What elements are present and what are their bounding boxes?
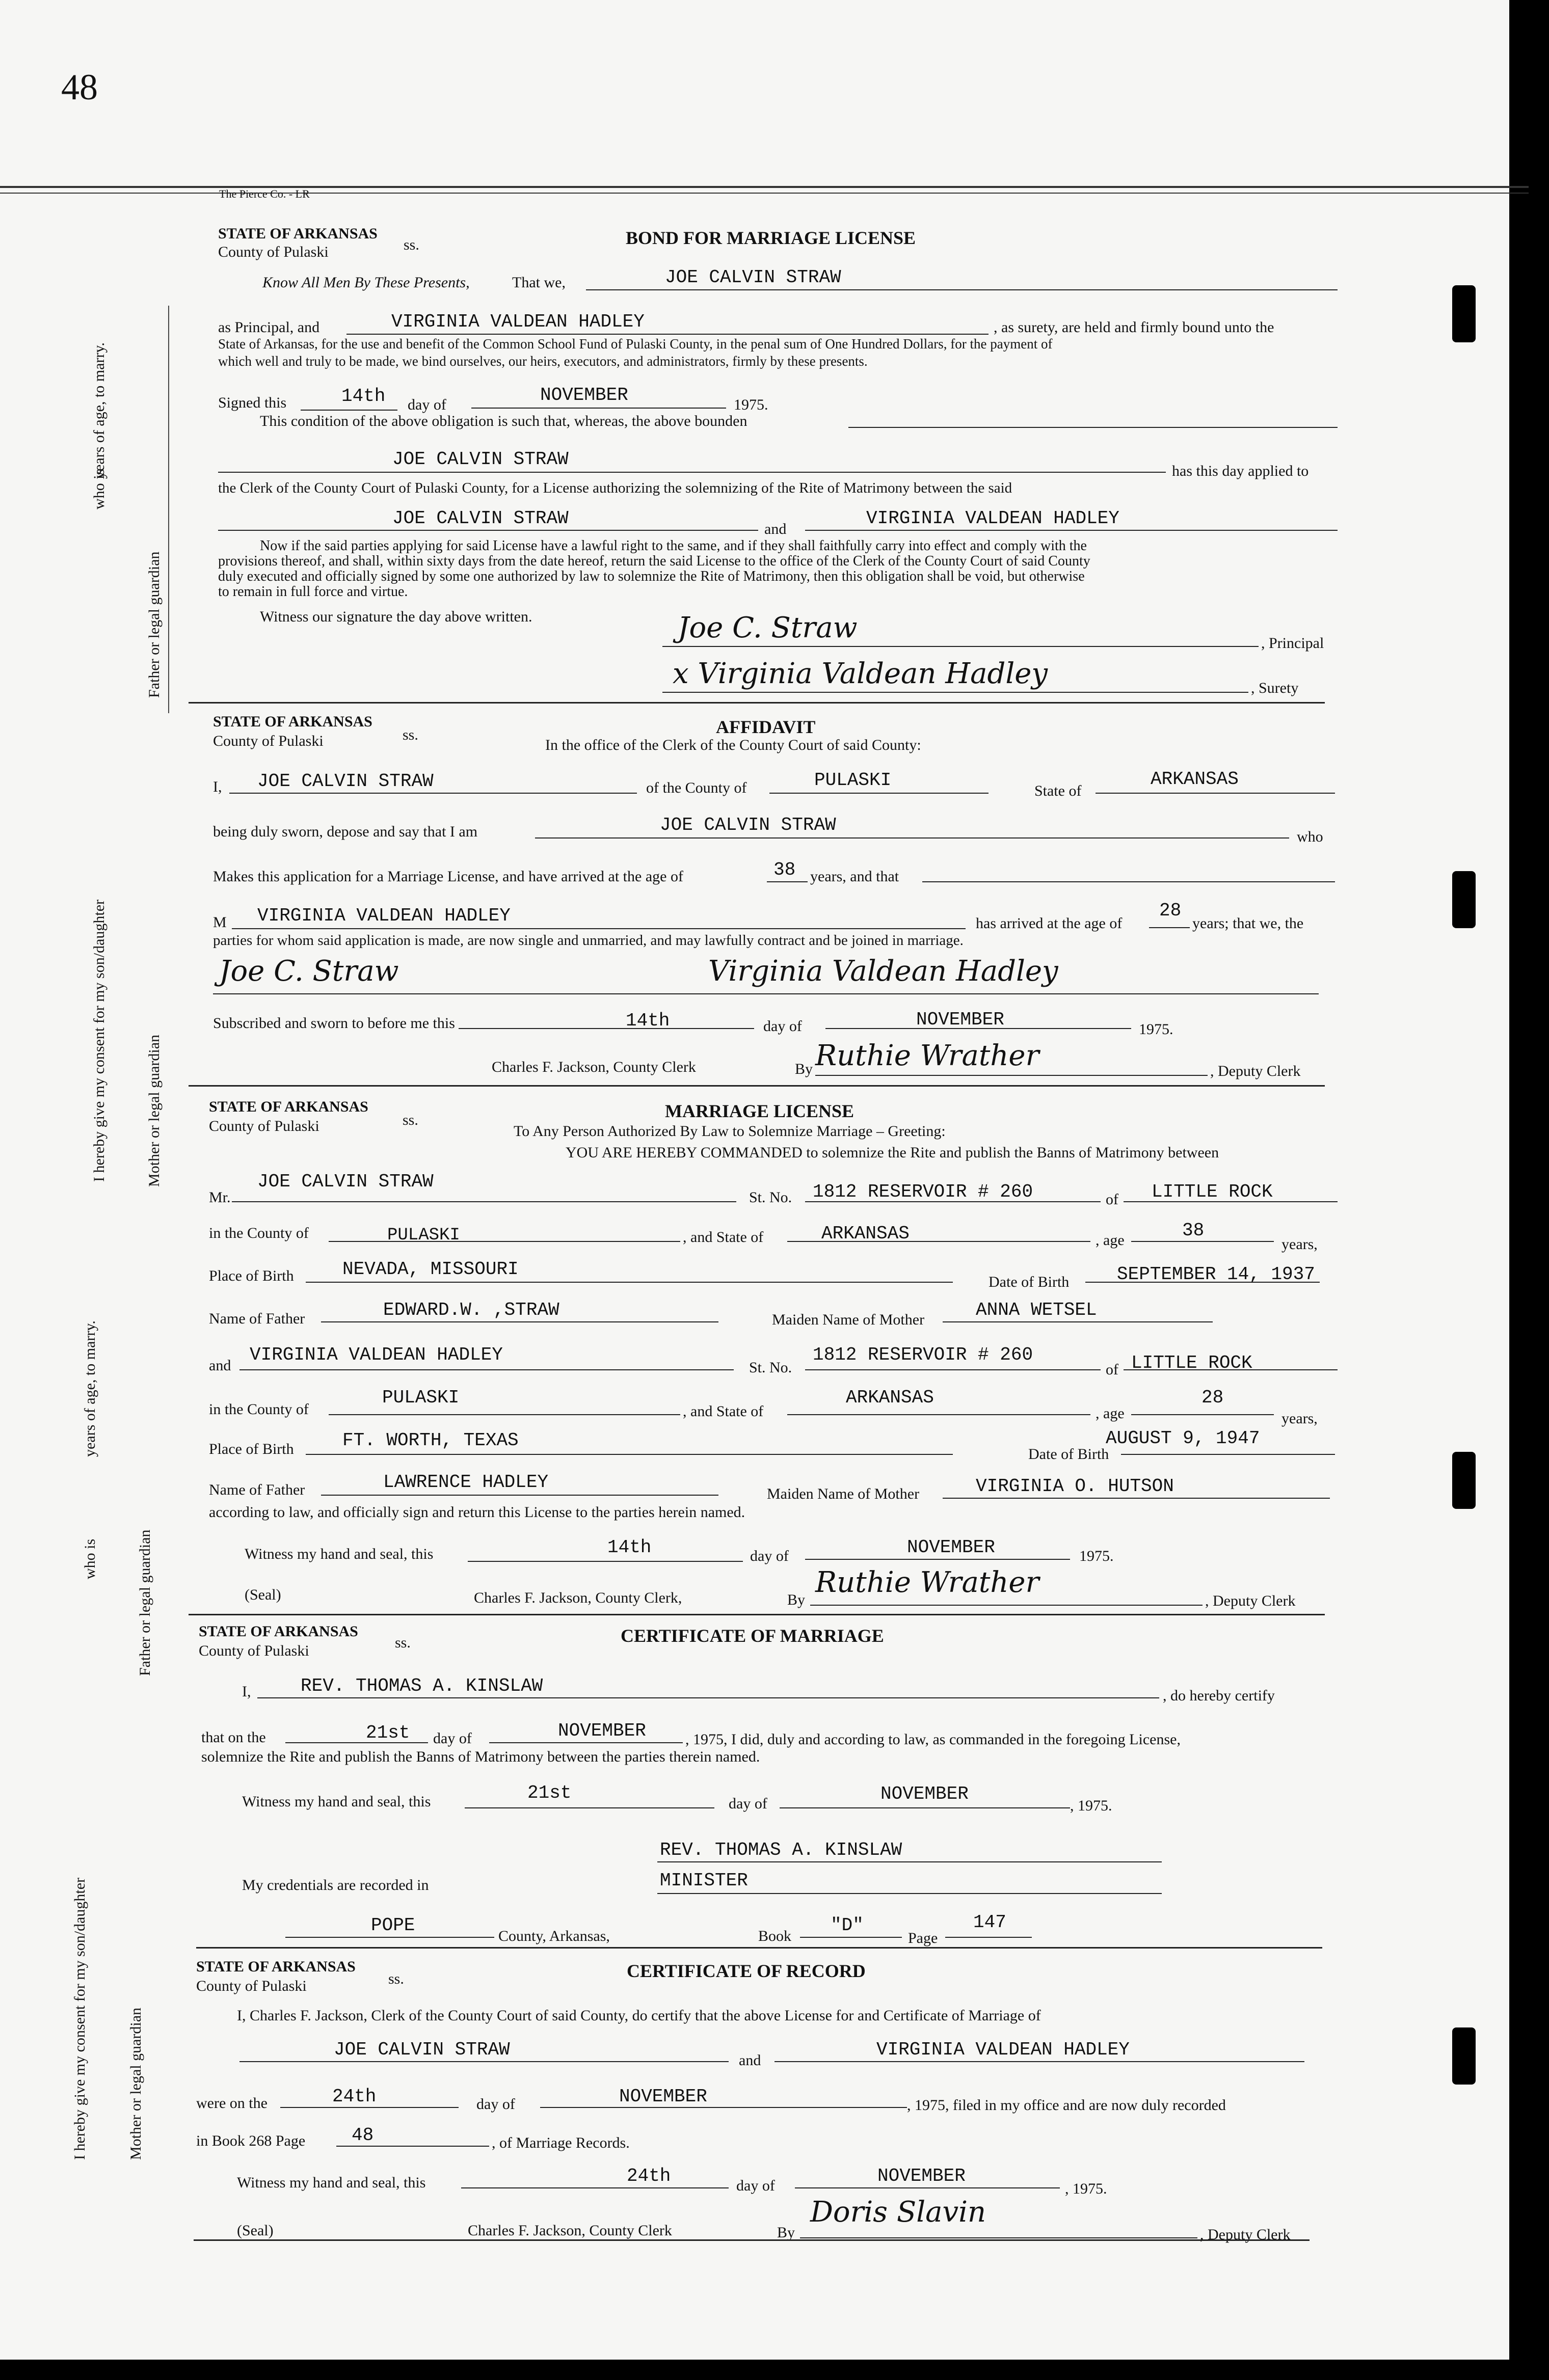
deputy-signature: Doris Slavin (810, 2196, 986, 2229)
rec-in-book: in Book 268 Page (196, 2132, 306, 2149)
lic-place-birth: Place of Birth (209, 1267, 294, 1284)
lic-bride-mother: VIRGINIA O. HUTSON (976, 1476, 1174, 1497)
bond-bride: VIRGINIA VALDEAN HADLEY (866, 508, 1119, 529)
underline (540, 2107, 907, 2108)
rec-groom: JOE CALVIN STRAW (334, 2039, 510, 2060)
lic-groom-state: ARKANSAS (821, 1223, 910, 1244)
cert-title: CERTIFICATE OF MARRIAGE (621, 1626, 884, 1646)
rec-seal: (Seal) (237, 2222, 274, 2239)
bottom-rule (194, 2239, 1310, 2241)
aff-day: 14th (626, 1010, 670, 1031)
underline (459, 1028, 754, 1029)
lic-mr: Mr. (209, 1189, 231, 1206)
underline (795, 2187, 1060, 2188)
lic-clerk: Charles F. Jackson, County Clerk, (474, 1589, 682, 1606)
aff-who: who (1297, 828, 1323, 845)
underline (489, 1742, 683, 1743)
margin-consent: I hereby give my consent for my son/daughter (71, 1877, 88, 2160)
lic-state: STATE OF ARKANSAS (209, 1098, 368, 1115)
aff-state-name: ARKANSAS (1151, 769, 1239, 790)
lic-bride-dob: AUGUST 9, 1947 (1106, 1428, 1260, 1449)
bond-principal-name: JOE CALVIN STRAW (665, 267, 841, 288)
underline (943, 1321, 1213, 1322)
aff-years-and-that: years, and that (810, 868, 899, 885)
cert-w-month: NOVEMBER (880, 1783, 969, 1804)
lic-bride-street: 1812 RESERVOIR # 260 (813, 1344, 1033, 1365)
bond-as-principal: as Principal, and (218, 319, 320, 336)
lic-date-birth: Date of Birth (989, 1274, 1070, 1290)
aff-year: 1975. (1139, 1021, 1173, 1038)
cert-certify: , do hereby certify (1163, 1687, 1275, 1704)
underline (662, 646, 1259, 647)
lic-st-no: St. No. (749, 1189, 792, 1206)
lic-bride-county: PULASKI (382, 1387, 460, 1408)
cert-page-val: 147 (973, 1912, 1006, 1933)
cert-county-ark: County, Arkansas, (498, 1928, 610, 1944)
underline (1121, 1454, 1335, 1455)
rec-page-val: 48 (352, 2125, 374, 2146)
bond-witness: Witness our signature the day above written. (260, 608, 532, 625)
section-rule (189, 702, 1325, 704)
underline (280, 2107, 459, 2108)
film-marker (1452, 871, 1476, 928)
aff-age2: 28 (1159, 900, 1182, 921)
page-number: 48 (61, 67, 98, 107)
underline (657, 1861, 1162, 1862)
lic-years: years, (1281, 1236, 1318, 1253)
lic-commanded: YOU ARE HEREBY COMMANDED to solemnize the Rite and publish the Banns of Matrimony between (566, 1144, 1219, 1161)
rec-deputy: , Deputy Clerk (1200, 2226, 1291, 2243)
rec-witness: Witness my hand and seal, this (237, 2174, 426, 2191)
lic-seal: (Seal) (245, 1586, 281, 1603)
aff-subscribed: Subscribed and sworn to before me this (213, 1015, 455, 1032)
lic-ss: ss. (403, 1112, 418, 1128)
underline (1149, 927, 1190, 928)
lic-groom-birthplace: NEVADA, MISSOURI (342, 1259, 519, 1280)
lic-deputy: , Deputy Clerk (1205, 1592, 1296, 1609)
cert-book-val: "D" (831, 1915, 864, 1936)
cert-officiant: REV. THOMAS A. KINSLAW (301, 1675, 543, 1696)
bond-principal-label: , Principal (1261, 635, 1324, 652)
cert-solemnize: solemnize the Rite and publish the Banns of Matrimony between the parties therein named. (201, 1748, 760, 1765)
margin-father: Father or legal guardian (137, 1529, 153, 1676)
cert-that-on: that on the (201, 1729, 266, 1746)
margin-years: years of age, to marry. (91, 342, 108, 479)
aff-subtitle: In the office of the Clerk of the County Court of said County: (545, 737, 921, 753)
rec-w-month: NOVEMBER (877, 2166, 966, 2186)
underline (1096, 793, 1335, 794)
lic-to-any: To Any Person Authorized By Law to Solemnize Marriage – Greeting: (514, 1123, 946, 1140)
underline (787, 1414, 1090, 1415)
aff-of-county: of the County of (646, 779, 747, 796)
underline (800, 1937, 902, 1938)
lic-groom-dob: SEPTEMBER 14, 1937 (1117, 1264, 1315, 1285)
lic-in-county: in the County of (209, 1225, 309, 1241)
underline (229, 793, 637, 794)
cert-day-of: day of (433, 1730, 472, 1747)
underline (306, 1282, 953, 1283)
lic-groom-street: 1812 RESERVOIR # 260 (813, 1181, 1033, 1202)
underline (218, 530, 758, 531)
surety-signature: x Virginia Valdean Hadley (673, 657, 1048, 690)
margin-years: years of age, to marry. (82, 1320, 98, 1457)
bond-day-of: day of (408, 396, 446, 413)
cert-i: I, (242, 1683, 251, 1700)
underline (657, 1893, 1162, 1894)
scan-border-bottom (0, 2360, 1549, 2380)
rec-state: STATE OF ARKANSAS (196, 1958, 356, 1975)
rec-county: County of Pulaski (196, 1978, 307, 1994)
aff-sworn-name: JOE CALVIN STRAW (660, 815, 836, 835)
lic-of-2: of (1106, 1361, 1118, 1378)
lic-bride-state: ARKANSAS (846, 1387, 934, 1408)
aff-clerk: Charles F. Jackson, County Clerk (492, 1059, 696, 1075)
underline (1131, 1241, 1274, 1242)
margin-who-is: who is (82, 1538, 98, 1579)
bond-condition: This condition of the above obligation is such that, whereas, the above bounden (260, 413, 747, 429)
lic-groom-mother: ANNA WETSEL (976, 1300, 1097, 1320)
underline (232, 1201, 736, 1202)
film-marker (1452, 1452, 1476, 1509)
film-marker (1452, 285, 1476, 342)
lic-groom-father: EDWARD.W. ,STRAW (383, 1300, 559, 1320)
aff-county: County of Pulaski (213, 733, 324, 749)
underline (945, 1937, 1032, 1938)
lic-maiden-mother: Maiden Name of Mother (772, 1311, 925, 1328)
margin-consent: I hereby give my consent for my son/daughter (91, 899, 108, 1182)
lic-witness: Witness my hand and seal, this (245, 1546, 434, 1562)
aff-county-name: PULASKI (814, 770, 892, 791)
underline (810, 1605, 1203, 1606)
margin-mother: Mother or legal guardian (127, 2007, 144, 2160)
underline (805, 530, 1338, 531)
underline (213, 993, 1319, 994)
underline (774, 2061, 1304, 2062)
aff-by: By (795, 1061, 813, 1077)
lic-day-of: day of (750, 1548, 789, 1564)
principal-signature: Joe C. Straw (678, 611, 858, 644)
cert-day: 21st (366, 1722, 410, 1743)
aff-day-of: day of (763, 1018, 802, 1035)
underline (329, 1241, 680, 1242)
lic-county: County of Pulaski (209, 1118, 319, 1134)
aff-title: AFFIDAVIT (716, 717, 816, 737)
underline (321, 1495, 718, 1496)
lic-bride-birthplace: FT. WORTH, TEXAS (342, 1430, 519, 1451)
bond-clerk-line: the Clerk of the County Court of Pulaski County, for a License authorizing the solemnizing of the Rite of Matrimony between the said (218, 480, 1012, 496)
underline (468, 1561, 743, 1562)
cert-witness: Witness my hand and seal, this (242, 1793, 431, 1810)
underline (471, 408, 726, 409)
rec-text: I, Charles F. Jackson, Clerk of the County Court of said County, do certify that the above License for and Certificate of Marriage of (237, 2007, 1041, 2024)
underline (805, 1369, 1101, 1370)
underline (805, 1559, 1070, 1560)
printer-mark: The Pierce Co. - LR (219, 187, 310, 200)
bond-surety-label: , Surety (1251, 680, 1299, 696)
lic-st-no-2: St. No. (749, 1359, 792, 1376)
lic-in-county-2: in the County of (209, 1401, 309, 1418)
rec-w-day: 24th (627, 2166, 671, 2186)
lic-date-birth-2: Date of Birth (1028, 1446, 1109, 1463)
bond-year: 1975. (734, 396, 768, 413)
bond-surety-name: VIRGINIA VALDEAN HADLEY (391, 311, 645, 332)
lic-bride-father: LAWRENCE HADLEY (383, 1472, 549, 1493)
bond-signed-day: 14th (341, 386, 386, 407)
lic-groom: JOE CALVIN STRAW (257, 1171, 434, 1192)
bond-know-all: Know All Men By These Presents, (262, 274, 470, 291)
bond-that-we: That we, (512, 274, 566, 291)
rec-clerk: Charles F. Jackson, County Clerk (468, 2222, 672, 2239)
lic-name-father-2: Name of Father (209, 1481, 305, 1498)
bond-and: and (764, 521, 787, 537)
rec-were-on: were on the (196, 2095, 268, 2112)
aff-makes: Makes this application for a Marriage License, and have arrived at the age of (213, 868, 683, 885)
lic-and-state: , and State of (683, 1229, 764, 1246)
bond-now1: Now if the said parties applying for said License have a lawful right to the same, and if they shall faithfully carry into effect and comply with the (260, 538, 1087, 554)
rec-title: CERTIFICATE OF RECORD (627, 1961, 866, 1981)
cert-cred-county: POPE (371, 1915, 415, 1936)
underline (780, 1807, 1070, 1808)
underline (232, 928, 966, 929)
underline (943, 1498, 1330, 1499)
aff-ss: ss. (403, 726, 418, 743)
lic-bride-city: LITTLE ROCK (1131, 1353, 1252, 1373)
bond-now2: provisions thereof, and shall, within sixty days from the date hereof, return the said License to the office of the Clerk of the County Court of said County (218, 553, 1090, 569)
aff-deputy: , Deputy Clerk (1210, 1063, 1301, 1079)
cert-ss: ss. (395, 1634, 411, 1651)
underline (306, 1454, 953, 1455)
cert-did: , 1975, I did, duly and according to law, as commanded in the foregoing License, (685, 1731, 1181, 1748)
bond-groom: JOE CALVIN STRAW (392, 508, 569, 529)
section-rule (196, 1947, 1322, 1949)
aff-month: NOVEMBER (916, 1009, 1004, 1030)
cert-page: Page (908, 1930, 938, 1946)
lic-and: and (209, 1357, 231, 1374)
lic-day: 14th (607, 1537, 652, 1558)
lic-year: 1975. (1079, 1548, 1114, 1564)
rec-day: 24th (332, 2086, 377, 2107)
underline (461, 2187, 729, 2188)
lic-by: By (787, 1591, 806, 1608)
rec-year: , 1975. (1065, 2180, 1107, 2197)
section-rule (189, 1614, 1325, 1615)
rec-bride: VIRGINIA VALDEAN HADLEY (876, 2039, 1130, 2060)
rec-by: By (777, 2224, 795, 2241)
film-marker (1452, 2027, 1476, 2085)
underline (336, 2146, 489, 2147)
rec-day-of: day of (476, 2096, 515, 2113)
lic-maiden-mother-2: Maiden Name of Mother (767, 1485, 920, 1502)
aff-i: I, (213, 778, 222, 795)
rec-month: NOVEMBER (619, 2086, 707, 2107)
bond-line2: State of Arkansas, for the use and benefit of the Common School Fund of Pulaski County, in the penal sum of One Hundred Dollars, for the payment of (218, 336, 1053, 351)
bond-signed-this: Signed this (218, 394, 287, 411)
lic-place-birth-2: Place of Birth (209, 1441, 294, 1457)
underline (321, 1321, 718, 1322)
underline (848, 427, 1338, 428)
section-rule (189, 1085, 1325, 1087)
bond-now4: to remain in full force and virtue. (218, 584, 408, 600)
underline (257, 1697, 1159, 1698)
cert-officiant-signature: REV. THOMAS A. KINSLAW (660, 1840, 902, 1860)
underline (239, 1369, 734, 1370)
bond-state: STATE OF ARKANSAS (218, 225, 378, 242)
aff-parties: parties for whom said application is made, are now single and unmarried, and may lawfully contract and be joined in marriage. (213, 932, 964, 949)
bond-applied: has this day applied to (1172, 463, 1309, 479)
cert-book: Book (758, 1928, 792, 1944)
deputy-signature: Ruthie Wrather (815, 1039, 1039, 1072)
cert-state: STATE OF ARKANSAS (199, 1623, 358, 1640)
lic-years-2: years, (1281, 1410, 1318, 1427)
lic-and-state-2: , and State of (683, 1403, 764, 1420)
rec-and: and (739, 2052, 761, 2069)
bride-affidavit-signature: Virginia Valdean Hadley (708, 955, 1058, 988)
margin-mother: Mother or legal guardian (146, 1034, 163, 1187)
lic-according: according to law, and officially sign and return this License to the parties herein named. (209, 1504, 745, 1521)
rec-ss: ss. (388, 1970, 404, 1987)
aff-m: M (213, 914, 227, 931)
aff-name: JOE CALVIN STRAW (257, 771, 434, 792)
cert-county: County of Pulaski (199, 1642, 309, 1659)
underline (800, 2237, 1197, 2238)
lic-groom-county: PULASKI (387, 1226, 460, 1245)
aff-bride-name: VIRGINIA VALDEAN HADLEY (257, 905, 511, 926)
lic-groom-city: LITTLE ROCK (1152, 1181, 1273, 1202)
aff-age1: 38 (773, 859, 796, 880)
underline (535, 837, 1289, 839)
bond-title: BOND FOR MARRIAGE LICENSE (626, 228, 916, 248)
lic-bride: VIRGINIA VALDEAN HADLEY (250, 1344, 503, 1365)
underline (769, 793, 989, 794)
underline (239, 2061, 729, 2062)
underline (662, 692, 1248, 693)
bond-now3: duly executed and officially signed by some one authorized by law to solemnize the Rite of Matrimony, then this obligation shall be void, but otherwise (218, 569, 1085, 584)
cert-month: NOVEMBER (558, 1720, 646, 1741)
underline (285, 1937, 494, 1938)
deputy-signature: Ruthie Wrather (815, 1566, 1039, 1599)
underline (1131, 1414, 1274, 1415)
lic-month: NOVEMBER (907, 1537, 995, 1558)
lic-name-father: Name of Father (209, 1310, 305, 1327)
aff-state: STATE OF ARKANSAS (213, 713, 372, 730)
rec-of-records: , of Marriage Records. (492, 2134, 630, 2151)
lic-bride-age: 28 (1201, 1387, 1224, 1408)
lic-of: of (1106, 1191, 1118, 1208)
bond-surety-text: , as surety, are held and firmly bound unto the (994, 319, 1274, 336)
bond-line3: which well and truly to be made, we bind ourselves, our heirs, executors, and administrators, firmly by these presents. (218, 354, 868, 369)
cert-w-day-of: day of (729, 1795, 767, 1812)
margin-who-is: who is (91, 469, 108, 509)
bond-signed-month: NOVEMBER (540, 385, 628, 405)
rec-w-day-of: day of (736, 2177, 775, 2194)
underline (346, 334, 989, 335)
cert-title-line: MINISTER (660, 1870, 748, 1891)
lic-age-label-2: , age (1096, 1405, 1125, 1422)
bond-county: County of Pulaski (218, 244, 329, 260)
underline (767, 881, 808, 882)
margin-line (168, 306, 169, 713)
rec-filed: , 1975, filed in my office and are now duly recorded (907, 2097, 1226, 2114)
groom-affidavit-signature: Joe C. Straw (219, 955, 399, 988)
cert-year: , 1975. (1070, 1797, 1112, 1814)
bond-bounden-name: JOE CALVIN STRAW (392, 449, 569, 470)
underline (301, 410, 397, 411)
margin-father: Father or legal guardian (146, 551, 163, 698)
underline (815, 1075, 1208, 1076)
lic-age-label: , age (1096, 1232, 1125, 1249)
aff-arrived: has arrived at the age of (976, 915, 1123, 932)
lic-title: MARRIAGE LICENSE (665, 1101, 854, 1121)
aff-sworn: being duly sworn, depose and say that I am (213, 823, 478, 840)
cert-credentials: My credentials are recorded in (242, 1877, 429, 1894)
scan-border-right (1509, 0, 1549, 2380)
underline (218, 472, 1166, 473)
underline (329, 1414, 680, 1415)
aff-state-of: State of (1034, 782, 1082, 799)
underline (922, 881, 1335, 882)
aff-years-that-we: years; that we, the (1192, 915, 1304, 932)
lic-groom-age: 38 (1182, 1220, 1205, 1241)
underline (465, 1807, 714, 1808)
underline (586, 289, 1338, 290)
bond-ss: ss. (404, 236, 419, 253)
cert-w-day: 21st (527, 1782, 572, 1803)
